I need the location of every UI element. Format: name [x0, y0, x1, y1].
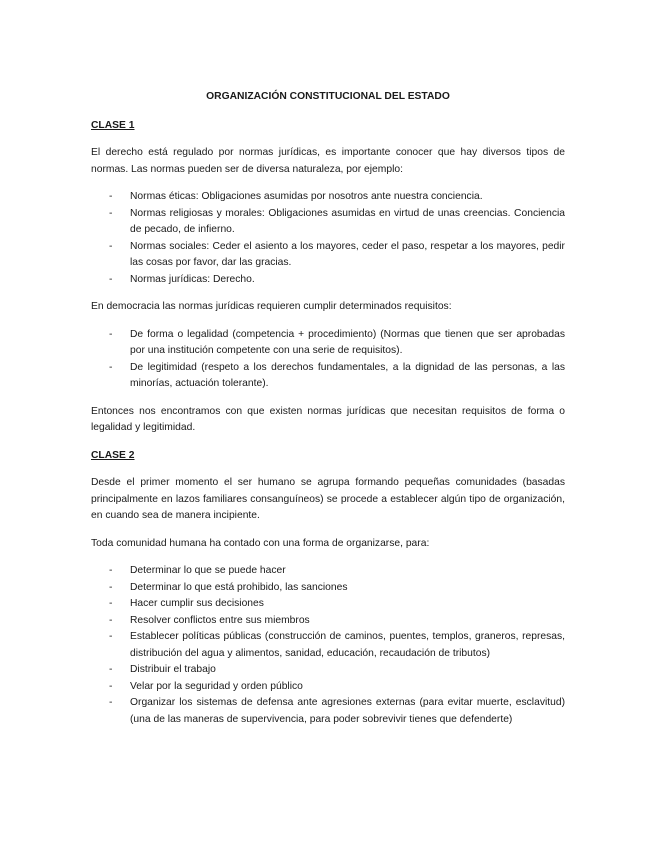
dash-bullet: -: [109, 273, 113, 285]
dash-bullet: -: [109, 664, 113, 675]
list-item: [91, 189, 565, 206]
clase-1-heading: CLASE 1: [91, 119, 135, 131]
dash-bullet: -: [109, 631, 113, 642]
list-item: [91, 327, 565, 360]
clase-2-heading: CLASE 2: [91, 449, 135, 461]
list-item: [91, 206, 565, 239]
list-item: [91, 613, 565, 630]
clase-2-intro-paragraph: Desde el primer momento el ser humano se agrupa formando pequeñas comunidades (basadas principalmente en lazos familiares consanguíneos) se procede a establecer algún tipo de organización, en cuando sea de manera incipiente.: [91, 477, 565, 521]
dash-bullet: -: [109, 207, 113, 219]
list-item-text: Determinar lo que está prohibido, las sanciones: [130, 581, 348, 593]
list-item: [91, 662, 565, 679]
list-item-text: Normas sociales: Ceder el asiento a los mayores, ceder el paso, respetar a los mayores, pedir las cosas por favor, dar las gracias.: [130, 240, 565, 268]
list-item: [91, 360, 565, 393]
dash-bullet: -: [109, 328, 113, 340]
list-item: [91, 563, 565, 580]
dash-bullet: -: [109, 598, 113, 609]
list-item-text: Normas religiosas y morales: Obligaciones asumidas en virtud de unas creencias. Conciencia de pecado, de infierno.: [130, 207, 565, 235]
list-item-text: De legitimidad (respeto a los derechos fundamentales, a la dignidad de las personas, a las minorías, actuación tolerante).: [130, 361, 565, 389]
democracy-paragraph: En democracia las normas jurídicas requieren cumplir determinados requisitos:: [91, 301, 452, 312]
dash-bullet: -: [109, 581, 113, 593]
dash-bullet: -: [109, 361, 113, 373]
document-content: [91, 89, 565, 739]
list-item-text: Normas éticas: Obligaciones asumidas por nosotros ante nuestra conciencia.: [130, 191, 483, 202]
list-item-text: Distribuir el trabajo: [130, 664, 216, 675]
document-title: ORGANIZACIÓN CONSTITUCIONAL DEL ESTADO: [206, 91, 450, 102]
dash-bullet: -: [109, 191, 113, 202]
conclusion-paragraph: Entonces nos encontramos con que existen normas jurídicas que necesitan requisitos de forma o legalidad y legitimidad.: [91, 405, 565, 433]
norm-types-list: [91, 189, 565, 288]
list-item: [91, 695, 565, 728]
list-item: [91, 679, 565, 696]
list-item: [91, 629, 565, 662]
list-item-text: Hacer cumplir sus decisiones: [130, 598, 264, 609]
list-item: [91, 596, 565, 613]
community-paragraph: Toda comunidad humana ha contado con una forma de organizarse, para:: [91, 537, 430, 549]
list-item: [91, 272, 565, 289]
list-item-text: De forma o legalidad (competencia + procedimiento) (Normas que tienen que ser aprobadas por una institución competente con una serie de requisitos).: [130, 328, 565, 356]
list-item-text: Velar por la seguridad y orden público: [130, 680, 303, 692]
purposes-list: [91, 563, 565, 728]
list-item: [91, 580, 565, 597]
list-item-text: Normas jurídicas: Derecho.: [130, 273, 255, 285]
list-item: [91, 239, 565, 272]
dash-bullet: -: [109, 697, 113, 708]
list-item-text: Resolver conflictos entre sus miembros: [130, 614, 310, 626]
list-item-text: Organizar los sistemas de defensa ante agresiones externas (para evitar muerte, esclavitud) (una de las maneras de supervivencia, para poder sobrevivir tienes que defenderte): [130, 697, 565, 725]
dash-bullet: -: [109, 680, 113, 692]
clase-1-intro-paragraph: El derecho está regulado por normas jurídicas, es importante conocer que hay diversos tipos de normas. Las normas pueden ser de diversa naturaleza, por ejemplo:: [91, 147, 565, 175]
dash-bullet: -: [109, 614, 113, 626]
requirements-list: [91, 327, 565, 393]
dash-bullet: -: [109, 565, 113, 576]
list-item-text: Determinar lo que se puede hacer: [130, 565, 286, 576]
dash-bullet: -: [109, 240, 113, 252]
list-item-text: Establecer políticas públicas (construcción de caminos, puentes, templos, graneros, represas, distribución del agua y alimentos, sanidad, educación, recaudación de tributos): [130, 631, 565, 659]
